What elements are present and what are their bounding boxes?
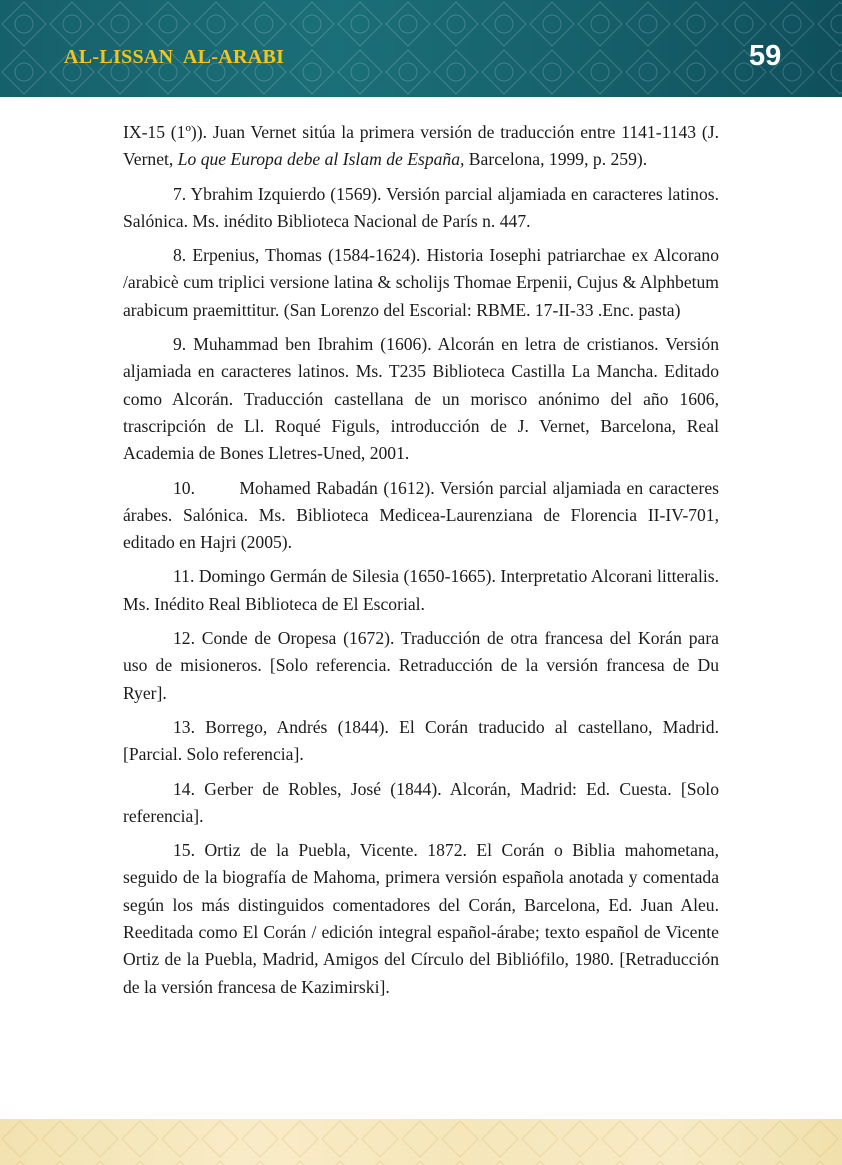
journal-title: AL-LISSAN AL-ARABI [64,46,285,68]
list-item-14: 14. Gerber de Robles, José (1844). Alcorán, Madrid: Ed. Cuesta. [Solo referencia]. [123,778,719,826]
continuation-text-end: Barcelona, 1999, p. 259). [464,149,648,170]
list-item-7: 7. Ybrahim Izquierdo (1569). Versión parcial aljamiada en caracteres latinos. Salónica. Ms. inédito Biblioteca Nacional de París n. 447. [123,183,719,231]
cited-book-title: Lo que Europa debe al Islam de España, [177,149,465,170]
page-header-band [0,0,842,97]
page-number: 59 [749,40,782,72]
page-footer-band [0,1119,842,1165]
list-item-12: 12. Conde de Oropesa (1672). Traducción de otra francesa del Korán para uso de misioneros. [Solo referencia. Retraducción de la versión francesa de Du Ryer]. [123,628,719,703]
continuation-text-start: IX-15 (1º)). Juan Vernet sitúa la primera versión de traducción entre 1141-1143 (J. Vernet, [123,122,719,170]
list-item-10: 10. Mohamed Rabadán (1612). Versión parcial aljamiada en caracteres árabes. Salónica. Ms. Biblioteca Medicea-Laurenziana de Florencia II-IV-701, editado en Hajri (2005). [123,477,724,553]
list-item-15: 15. Ortiz de la Puebla, Vicente. 1872. El Corán o Biblia mahometana, seguido de la biografía de Mahoma, primera versión española anotada y comentada según los más distinguidos comentadores del Corán, Barcelona, Ed. Juan Aleu. Reeditada como El Corán / edición integral español-árabe; texto español de Vicente Ortiz de la Puebla, Madrid, Amigos del Círculo del Bibliófilo, 1980. [Retraducción de la versión francesa de Kazimirski]. [123,840,719,997]
list-item-9: 9. Muhammad ben Ibrahim (1606). Alcorán en letra de cristianos. Versión aljamiada en caracteres latinos. Ms. T235 Biblioteca Castilla La Mancha. Editado como Alcorán. Traducción castellana de un morisco anónimo del año 1606, trascripción de Ll. Roqué Figuls, introducción de J. Vernet, Barcelona, Real Academia de Bones Lletres-Uned, 2001. [123,334,719,464]
list-item-8: 8. Erpenius, Thomas (1584-1624). Historia Iosephi patriarchae ex Alcorano /arabicè cum triplici versione latina & scholijs Thomae Erpenii, Cujus & Alphbetum arabicum praemittitur. (San Lorenzo del Escorial: RBME. 17-II-33 .Enc. pasta) [123,245,719,320]
list-item-13: 13. Borrego, Andrés (1844). El Corán traducido al castellano, Madrid. [Parcial. Solo referencia]. [123,716,719,765]
footer-ornament-pattern [0,1119,842,1165]
continuation-paragraph [123,119,719,174]
article-body [123,119,724,1008]
list-item-11: 11. Domingo Germán de Silesia (1650-1665). Interpretatio Alcorani litteralis. Ms. Inédito Real Biblioteca de El Escorial. [123,566,719,614]
